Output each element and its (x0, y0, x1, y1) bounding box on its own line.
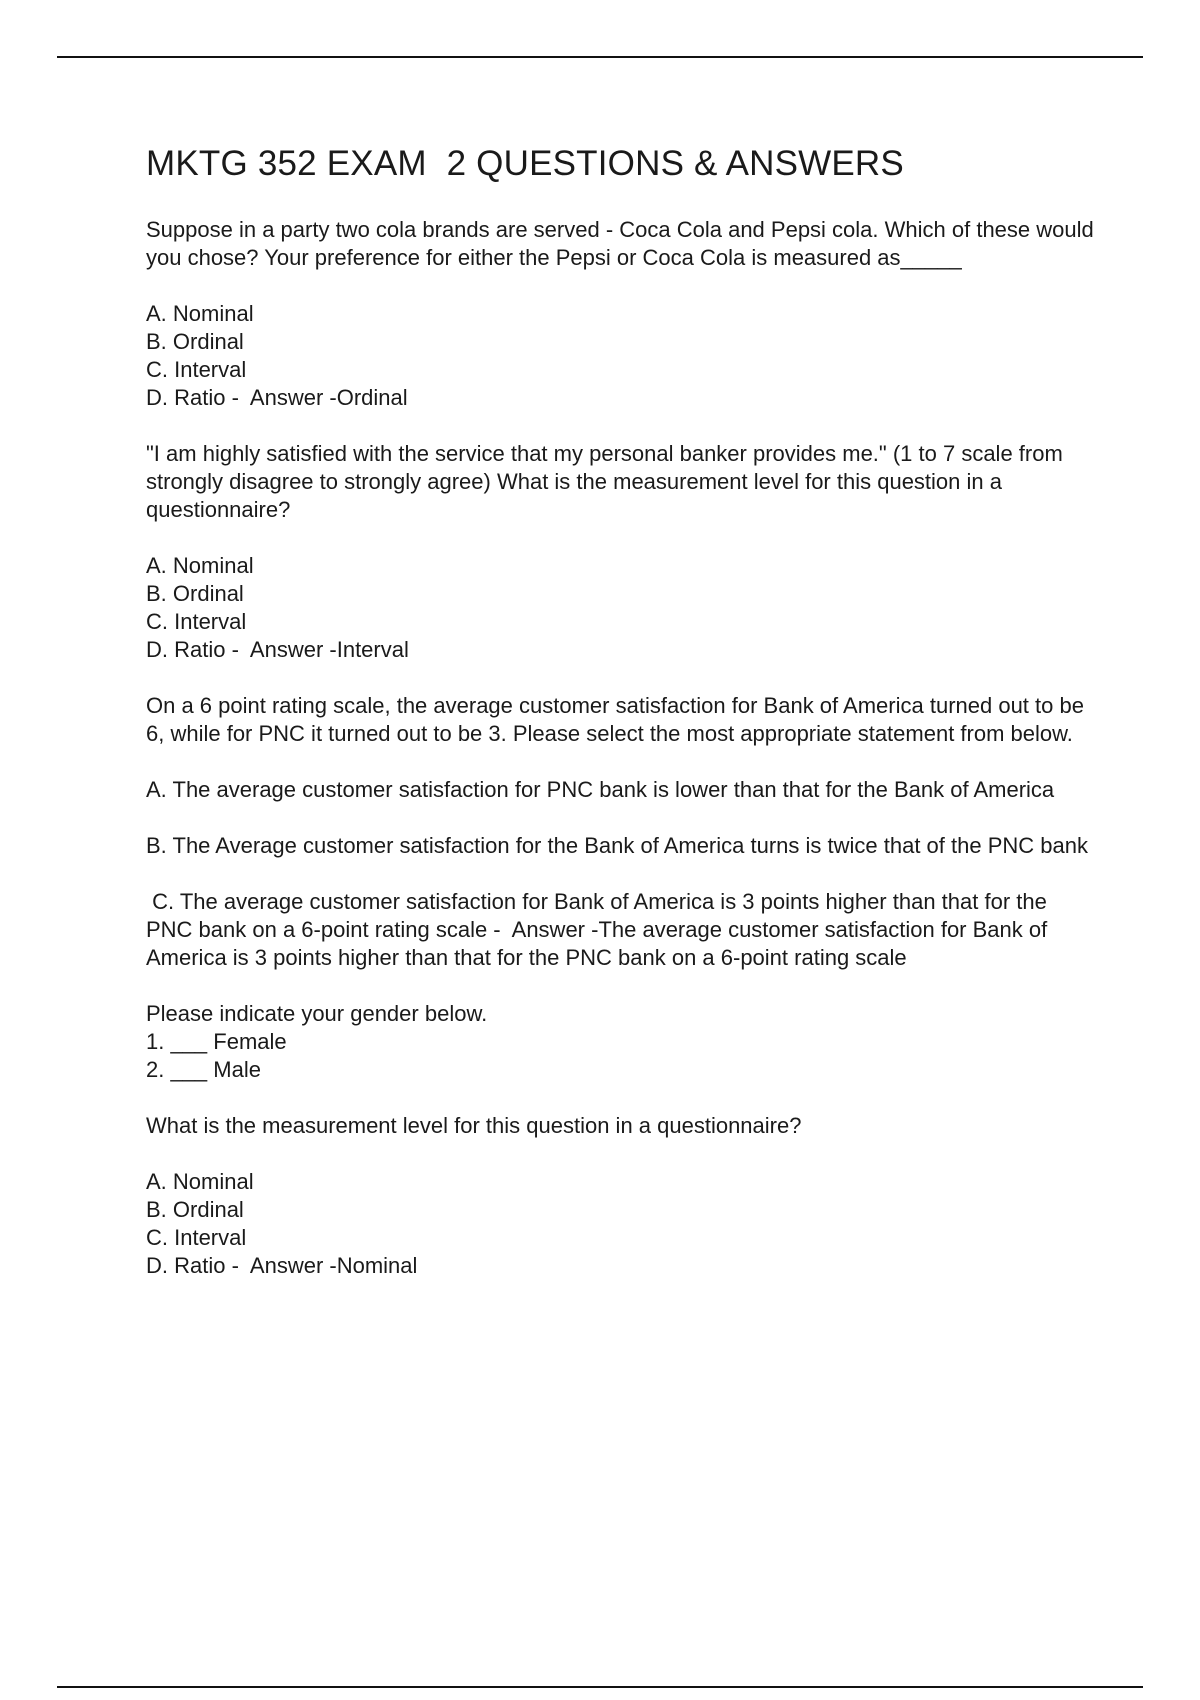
question-2-option-a: A. Nominal (146, 553, 254, 578)
question-2-stem: "I am highly satisfied with the service that my personal banker provides me." (1 to 7 scale from strongly disagree to strongly agree) What is the measurement level for this question in a questionnaire? (146, 441, 1069, 522)
document-body (146, 142, 1100, 1308)
question-4-option-c: C. Interval (146, 1225, 247, 1250)
question-1-option-d-answer: D. Ratio - Answer -Ordinal (146, 385, 408, 410)
question-1-stem: Suppose in a party two cola brands are served - Coca Cola and Pepsi cola. Which of these would you chose? Your preference for either the Pepsi or Coca Cola is measured as_____ (146, 217, 1100, 270)
question-3-option-a: A. The average customer satisfaction for PNC bank is lower than that for the Bank of America (146, 777, 1055, 802)
question-3-option-b: B. The Average customer satisfaction for the Bank of America turns is twice that of the PNC bank (146, 833, 1088, 858)
question-1-option-b: B. Ordinal (146, 329, 244, 354)
question-1-options (146, 300, 1096, 412)
question-4-options (146, 1168, 1096, 1280)
question-4-option-b: B. Ordinal (146, 1197, 244, 1222)
question-4-prompt: What is the measurement level for this question in a questionnaire? (146, 1113, 802, 1138)
question-4-stem-line: Please indicate your gender below. (146, 1001, 488, 1026)
bottom-rule (57, 1686, 1143, 1688)
question-2-option-d-answer: D. Ratio - Answer -Interval (146, 637, 409, 662)
question-2-option-b: B. Ordinal (146, 581, 244, 606)
question-2-options (146, 552, 1096, 664)
question-4-choice-male: 2. ___ Male (146, 1057, 261, 1082)
top-rule (57, 56, 1143, 58)
question-2-option-c: C. Interval (146, 609, 247, 634)
question-4-choice-female: 1. ___ Female (146, 1029, 287, 1054)
question-4-option-a: A. Nominal (146, 1169, 254, 1194)
document-title: MKTG 352 EXAM 2 QUESTIONS & ANSWERS (146, 144, 904, 183)
question-3-stem: On a 6 point rating scale, the average customer satisfaction for Bank of America turned out to be 6, while for PNC it turned out to be 3. Please select the most appropriate statement from below. (146, 693, 1091, 746)
question-4-option-d-answer: D. Ratio - Answer -Nominal (146, 1253, 418, 1278)
question-1-option-a: A. Nominal (146, 301, 254, 326)
question-3-option-c-answer: C. The average customer satisfaction for Bank of America is 3 points higher than that for the PNC bank on a 6-point rating scale - Answer -The average customer satisfaction for Bank of America is 3 points higher than that for the PNC bank on a 6-point rating scale (146, 889, 1053, 970)
question-1-option-c: C. Interval (146, 357, 247, 382)
question-4-stem (146, 1000, 1096, 1084)
